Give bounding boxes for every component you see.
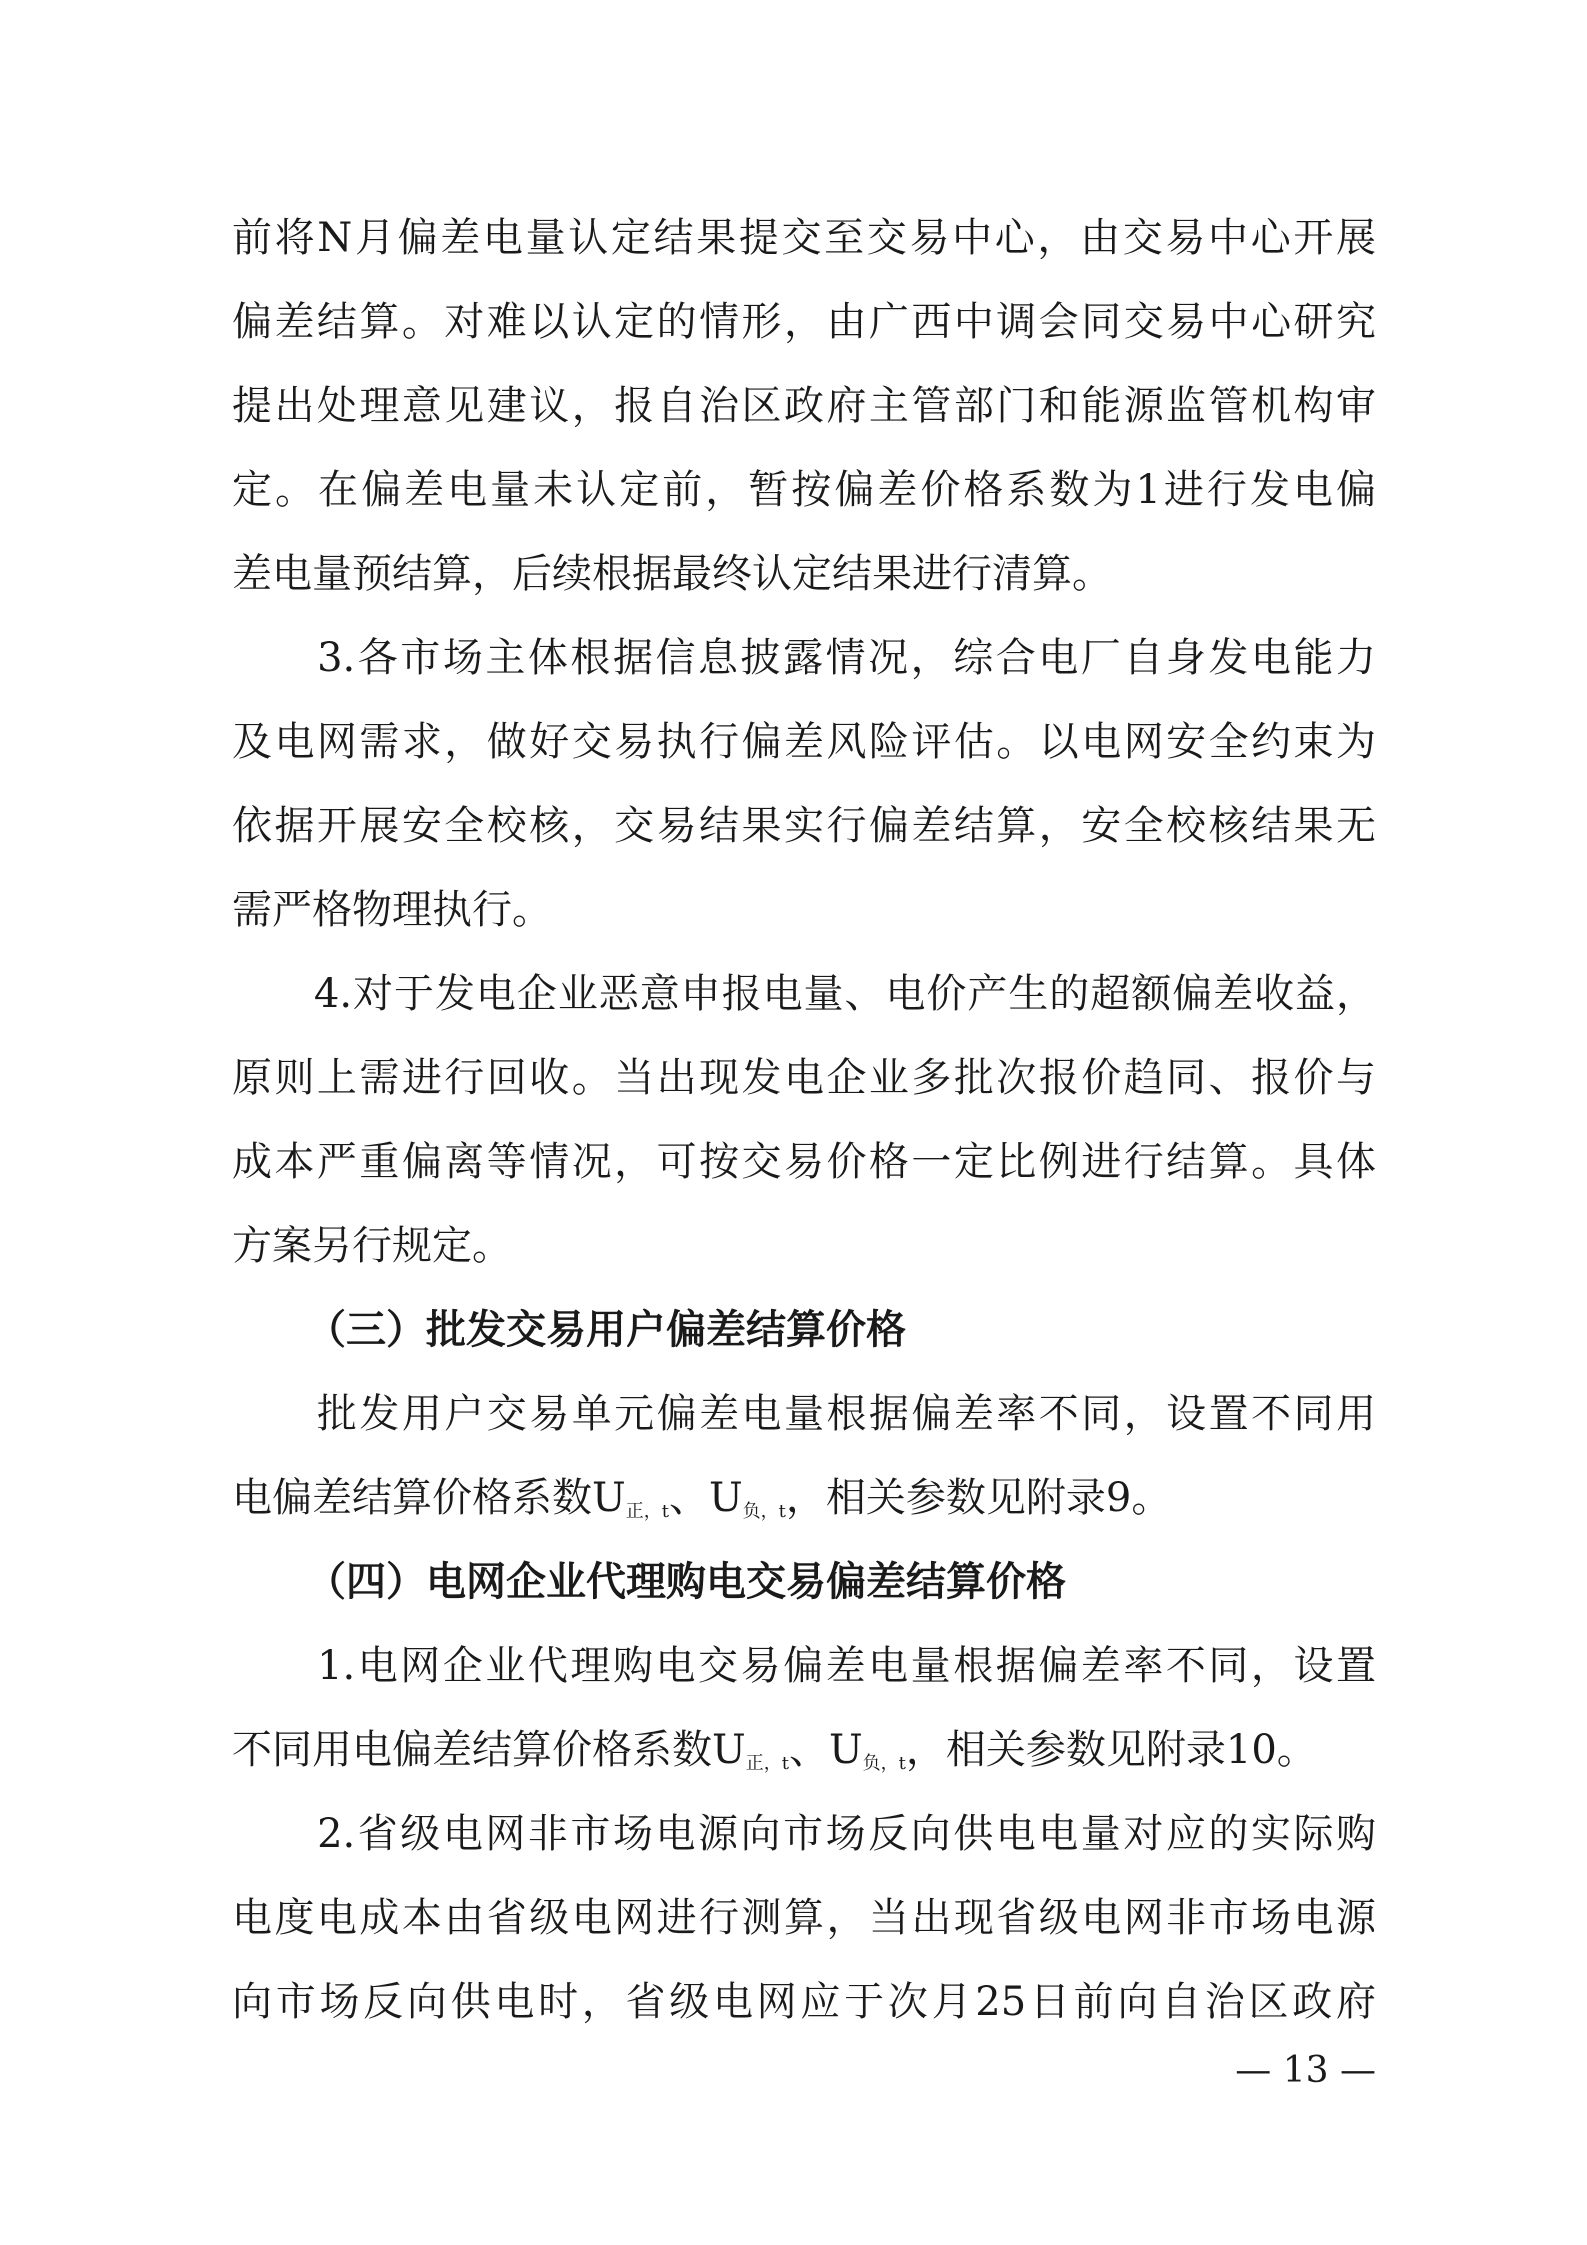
section-heading-3: （三）批发交易用户偏差结算价格 [306,1307,906,1353]
paragraph-line: 3.各市场主体根据信息披露情况，综合电厂自身发电能力 [232,635,1376,681]
subscript-positive: 正，t [625,1501,669,1522]
paragraph-line: 依据开展安全校核，交易结果实行偏差结算，安全校核结果无 [232,803,1376,849]
paragraph-line: 2.省级电网非市场电源向市场反向供电电量对应的实际购 [232,1811,1376,1857]
formula-prefix: 不同用电偏差结算价格系数U [232,1727,746,1773]
paragraph-line: 原则上需进行回收。当出现发电企业多批次报价趋同、报价与 [232,1055,1376,1101]
paragraph-line: 提出处理意见建议，报自治区政府主管部门和能源监管机构审 [232,383,1376,429]
formula-middle: 、U [788,1727,863,1773]
paragraph-line: 及电网需求，做好交易执行偏差风险评估。以电网安全约束为 [232,719,1376,765]
formula-line [232,1456,1376,1540]
formula-line [232,1708,1376,1792]
paragraph-line: 差电量预结算，后续根据最终认定结果进行清算。 [232,551,1112,597]
page-number: — 13 — [1235,2050,1376,2091]
subscript-positive: 正，t [745,1753,789,1774]
formula-suffix: ，相关参数见附录9。 [785,1475,1172,1521]
section-heading-4: （四）电网企业代理购电交易偏差结算价格 [306,1559,1066,1605]
paragraph-line: 1.电网企业代理购电交易偏差电量根据偏差率不同，设置 [232,1643,1376,1689]
paragraph-line: 批发用户交易单元偏差电量根据偏差率不同，设置不同用 [232,1391,1376,1437]
formula-prefix: 电偏差结算价格系数U [232,1475,626,1521]
paragraph-line: 方案另行规定。 [232,1223,512,1269]
paragraph-line: 电度电成本由省级电网进行测算，当出现省级电网非市场电源 [232,1895,1376,1941]
subscript-negative: 负，t [742,1501,786,1522]
paragraph-line: 4.对于发电企业恶意申报电量、电价产生的超额偏差收益， [232,971,1376,1017]
document-body [232,196,1376,2044]
paragraph-line: 前将N月偏差电量认定结果提交至交易中心，由交易中心开展 [232,215,1376,261]
formula-middle: 、U [668,1475,743,1521]
paragraph-line: 成本严重偏离等情况，可按交易价格一定比例进行结算。具体 [232,1139,1376,1185]
paragraph-line: 需严格物理执行。 [232,887,552,933]
paragraph-line: 定。在偏差电量未认定前，暂按偏差价格系数为1进行发电偏 [232,467,1376,513]
subscript-negative: 负，t [862,1753,906,1774]
formula-suffix: ，相关参数见附录10。 [905,1727,1317,1773]
paragraph-line: 向市场反向供电时，省级电网应于次月25日前向自治区政府 [232,1979,1376,2025]
paragraph-line: 偏差结算。对难以认定的情形，由广西中调会同交易中心研究 [232,299,1376,345]
